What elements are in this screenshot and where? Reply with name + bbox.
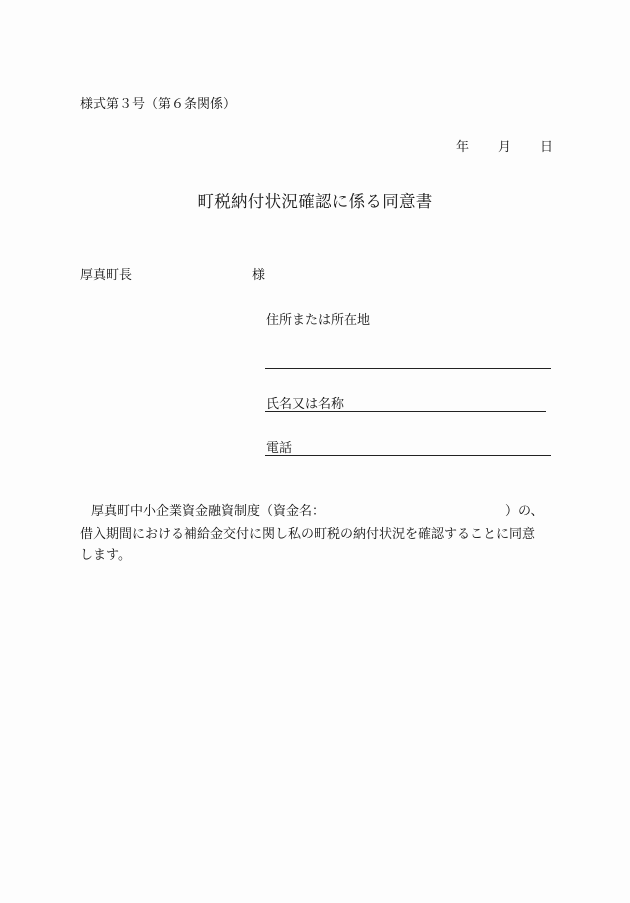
address-label: 住所または所在地 <box>266 313 371 328</box>
phone-label: 電話 <box>266 441 293 456</box>
consent-text-line2: 借入期間における補給金交付に関し私の町税の納付状況を確認することに同意 <box>80 527 536 542</box>
consent-text-line1-end: ）の、 <box>505 504 544 519</box>
date-day-label: 日 <box>540 140 554 155</box>
consent-text-line3: します。 <box>80 548 131 563</box>
addressee-name: 厚真町長 <box>80 268 133 283</box>
date-line <box>456 140 553 156</box>
address-underline <box>265 368 551 369</box>
addressee-honorific: 様 <box>252 268 266 283</box>
date-month-label: 月 <box>498 140 512 155</box>
form-number: 様式第３号（第６条関係） <box>80 97 237 112</box>
name-label: 氏名又は名称 <box>266 397 345 412</box>
consent-text-line1-start: 厚真町中小企業資金融資制度（資金名： <box>91 504 326 519</box>
phone-underline <box>265 455 551 456</box>
document-title: 町税納付状況確認に係る同意書 <box>197 192 433 211</box>
name-underline <box>265 411 546 412</box>
date-year-label: 年 <box>456 140 470 155</box>
